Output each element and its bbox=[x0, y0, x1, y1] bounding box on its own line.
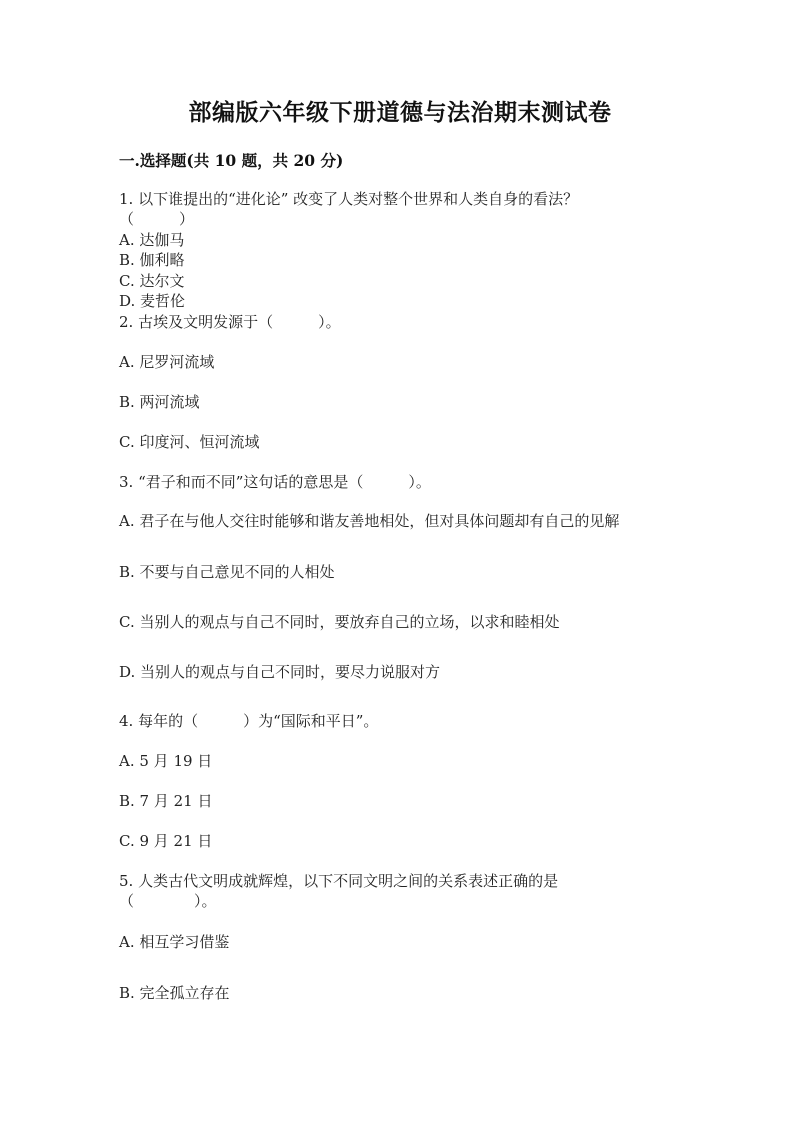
question-4-stem: 4. 每年的（ ）为“国际和平日”。 bbox=[119, 712, 379, 730]
question-3-stem: 3. “君子和而不同”这句话的意思是（ ）。 bbox=[119, 473, 431, 491]
question-3-option-d: D. 当别人的观点与自己不同时，要尽力说服对方 bbox=[119, 663, 441, 681]
question-5-option-b: B. 完全孤立存在 bbox=[119, 984, 230, 1002]
question-3-option-b: B. 不要与自己意见不同的人相处 bbox=[119, 563, 335, 581]
question-5-option-a: A. 相互学习借鉴 bbox=[119, 933, 230, 951]
question-1-option-a: A. 达伽马 bbox=[119, 231, 185, 249]
question-3-option-c: C. 当别人的观点与自己不同时，要放弃自己的立场，以求和睦相处 bbox=[119, 613, 560, 631]
question-1-answer-blank: （ ） bbox=[119, 210, 195, 228]
section-heading: 一.选择题(共 10 题，共 20 分) bbox=[119, 151, 344, 170]
question-1-stem: 1. 以下谁提出的“进化论” 改变了人类对整个世界和人类自身的看法？ bbox=[119, 190, 579, 208]
question-2-option-c: C. 印度河、恒河流域 bbox=[119, 433, 260, 451]
question-4-option-c: C. 9 月 21 日 bbox=[119, 832, 213, 850]
question-2-stem: 2. 古埃及文明发源于（ ）。 bbox=[119, 313, 341, 331]
question-5-answer-blank: （ ）。 bbox=[119, 892, 217, 910]
document-title: 部编版六年级下册道德与法治期末测试卷 bbox=[188, 99, 612, 126]
question-3-option-a: A. 君子在与他人交往时能够和谐友善地相处，但对具体问题却有自己的见解 bbox=[119, 512, 620, 530]
question-4-option-a: A. 5 月 19 日 bbox=[119, 752, 213, 770]
question-2-option-a: A. 尼罗河流域 bbox=[119, 353, 215, 371]
question-1-option-c: C. 达尔文 bbox=[119, 272, 185, 290]
question-1-option-d: D. 麦哲伦 bbox=[119, 292, 186, 310]
question-5-stem: 5. 人类古代文明成就辉煌，以下不同文明之间的关系表述正确的是 bbox=[119, 872, 559, 890]
question-4-option-b: B. 7 月 21 日 bbox=[119, 792, 213, 810]
question-2-option-b: B. 两河流域 bbox=[119, 393, 200, 411]
question-1-option-b: B. 伽利略 bbox=[119, 251, 185, 269]
